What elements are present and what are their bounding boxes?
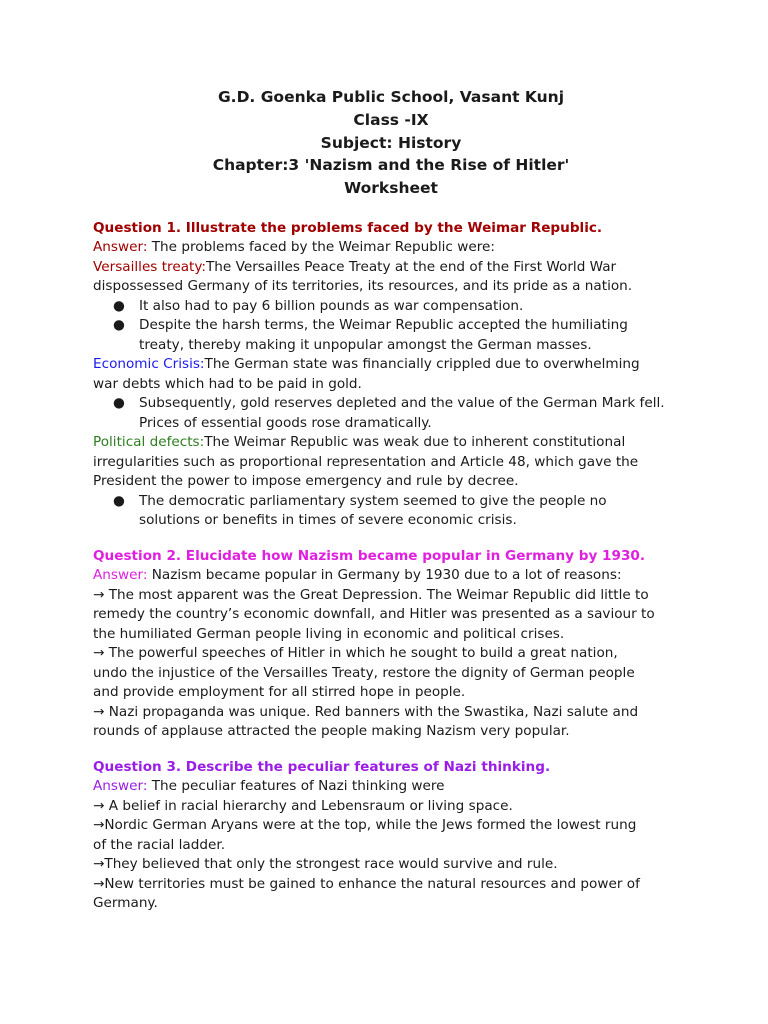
question-2-section	[93, 547, 693, 742]
versailles-label: Versailles treaty:	[93, 258, 206, 275]
paragraph-line: → Nazi propaganda was unique. Red banners with the Swastika, Nazi salute and	[93, 703, 639, 720]
worksheet-label: Worksheet	[344, 179, 438, 198]
bullet-text: The democratic parliamentary system seemed to give the people no	[139, 492, 607, 509]
document-header	[89, 86, 693, 200]
paragraph-line: rounds of applause attracted the people making Nazism very popular.	[93, 723, 570, 740]
paragraph-line: →New territories must be gained to enhance the natural resources and power of	[93, 875, 640, 892]
bullet-text: solutions or benefits in times of severe economic crisis.	[139, 512, 517, 529]
paragraph-line: undo the injustice of the Versailles Treaty, restore the dignity of German people	[93, 664, 635, 681]
paragraph-line: irregularities such as proportional representation and Article 48, which gave the	[93, 453, 639, 470]
paragraph-line: dispossessed Germany of its territories, its resources, and its pride as a nation.	[93, 278, 633, 295]
economic-label: Economic Crisis:	[93, 356, 205, 373]
paragraph-line: remedy the country’s economic downfall, and Hitler was presented as a saviour to	[93, 606, 655, 623]
paragraph-line: → A belief in racial hierarchy and Lebensraum or living space.	[93, 797, 513, 814]
school-name: G.D. Goenka Public School, Vasant Kunj	[217, 88, 565, 106]
versailles-text: The Versailles Peace Treaty at the end of the First World War	[205, 258, 617, 275]
list-item	[93, 492, 693, 531]
bullet-icon: ●	[113, 297, 125, 314]
answer-label: Answer:	[93, 239, 148, 256]
paragraph-line: and provide employment for all stirred hope in people.	[93, 684, 466, 701]
bullet-icon: ●	[113, 492, 125, 509]
paragraph-line: → The powerful speeches of Hitler in which he sought to build a great nation,	[93, 645, 618, 662]
paragraph-line: →They believed that only the strongest race would survive and rule.	[93, 856, 558, 873]
answer-text: The peculiar features of Nazi thinking were	[147, 778, 445, 795]
versailles-paragraph-line	[93, 258, 693, 278]
list-item	[93, 316, 693, 355]
question-3-section	[93, 758, 693, 914]
answer-label: Answer:	[93, 778, 148, 795]
bullet-text: Subsequently, gold reserves depleted and the value of the German Mark fell.	[139, 395, 665, 412]
bullet-text: Despite the harsh terms, the Weimar Republic accepted the humiliating	[139, 317, 628, 334]
bullet-icon: ●	[113, 317, 125, 334]
class-label: Class -IX	[353, 110, 429, 129]
question-2-heading: Question 2. Elucidate how Nazism became popular in Germany by 1930.	[93, 547, 646, 564]
bullet-text: Prices of essential goods rose dramatically.	[139, 414, 432, 431]
question-1-heading: Question 1. Illustrate the problems faced by the Weimar Republic.	[93, 219, 603, 236]
answer-label: Answer:	[93, 567, 148, 584]
answer-1-intro	[93, 238, 693, 258]
subject-label: Subject: History	[320, 133, 462, 152]
worksheet-page	[93, 86, 693, 914]
political-label: Political defects:	[93, 434, 205, 451]
answer-3-intro	[93, 777, 693, 797]
political-text: The Weimar Republic was weak due to inherent constitutional	[204, 434, 626, 451]
answer-text: Nazism became popular in Germany by 1930 due to a lot of reasons:	[147, 567, 622, 584]
paragraph-line: the humiliated German people living in economic and political crises.	[93, 625, 565, 642]
list-item	[93, 394, 693, 433]
bullet-icon: ●	[113, 395, 125, 412]
economic-paragraph-line	[93, 355, 693, 375]
paragraph-line: President the power to impose emergency and rule by decree.	[93, 473, 519, 490]
answer-2-intro	[93, 566, 693, 586]
question-3-heading: Question 3. Describe the peculiar features of Nazi thinking.	[93, 758, 551, 775]
question-1-section	[93, 219, 693, 531]
bullet-text: treaty, thereby making it unpopular amongst the German masses.	[139, 336, 592, 353]
paragraph-line: war debts which had to be paid in gold.	[93, 375, 362, 392]
bullet-text: It also had to pay 6 billion pounds as war compensation.	[139, 297, 524, 314]
paragraph-line: → The most apparent was the Great Depression. The Weimar Republic did little to	[93, 586, 649, 603]
paragraph-line: Germany.	[93, 895, 158, 912]
political-paragraph-line	[93, 433, 693, 453]
economic-text: The German state was financially crippled due to overwhelming	[204, 356, 640, 373]
paragraph-line: of the racial ladder.	[93, 836, 226, 853]
answer-text: The problems faced by the Weimar Republic were:	[147, 239, 495, 256]
chapter-title: Chapter:3 'Nazism and the Rise of Hitler'	[212, 156, 570, 175]
paragraph-line: →Nordic German Aryans were at the top, while the Jews formed the lowest rung	[93, 817, 637, 834]
list-item	[93, 297, 693, 317]
